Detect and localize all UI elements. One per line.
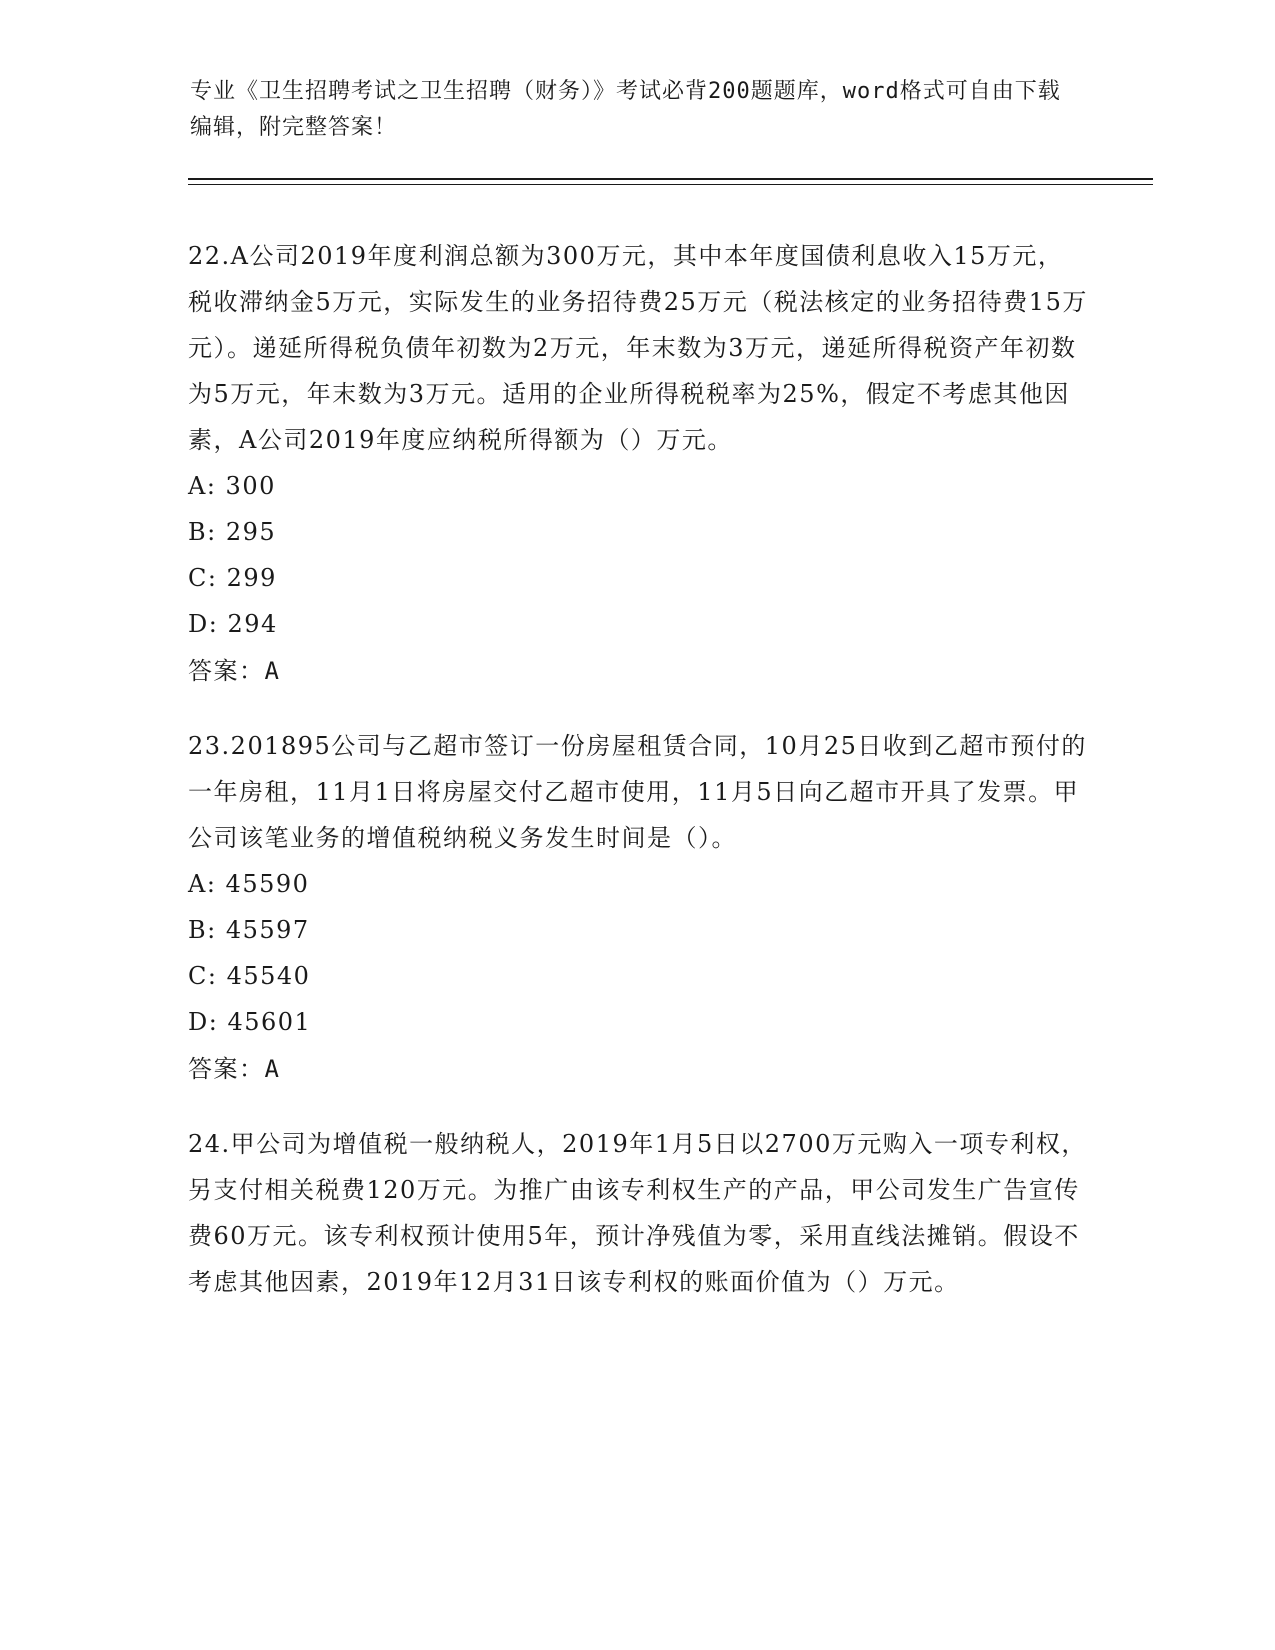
question-text: 24.甲公司为增值税一般纳税人，2019年1月5日以2700万元购入一项专利权，另支付相关税费120万元。为推广由该专利权生产的产品，甲公司发生广告宣传费60万元。该专利权预计使用5年，预计净残值为零，采用直线法摊销。假设不考虑其他因素，2019年12月31日该专利权的账面价值为（）万元。 <box>188 1130 1087 1296</box>
question-list <box>188 233 1088 1333</box>
question-text: 22.A公司2019年度利润总额为300万元，其中本年度国债利息收入15万元，税收滞纳金5万元，实际发生的业务招待费25万元（税法核定的业务招待费15万元）。递延所得税负债年初数为2万元，年末数为3万元，递延所得税资产年初数为5万元，年末数为3万元。适用的企业所得税税率为25%，假定不考虑其他因素，A公司2019年度应纳税所得额为（）万元。 <box>188 242 1088 454</box>
answer-label: 答案： <box>188 657 265 685</box>
answer-label: 答案： <box>188 1055 265 1083</box>
option-d: D: 45601 <box>188 1008 312 1036</box>
question-23 <box>188 723 1088 1093</box>
answer-line <box>188 647 1088 695</box>
answer-value: A <box>264 1055 281 1083</box>
answer-line <box>188 1045 1088 1093</box>
answer-value: A <box>264 657 281 685</box>
option-c: C: 299 <box>188 564 277 592</box>
option-b: B: 295 <box>188 518 277 546</box>
option-a: A: 300 <box>188 472 276 500</box>
option-c: C: 45540 <box>188 962 311 990</box>
header-divider-thick <box>188 178 1153 180</box>
question-22 <box>188 233 1088 695</box>
header-divider-thin <box>188 184 1153 185</box>
option-d: D: 294 <box>188 610 278 638</box>
option-b: B: 45597 <box>188 916 310 944</box>
question-text: 23.201895公司与乙超市签订一份房屋租赁合同，10月25日收到乙超市预付的一年房租，11月1日将房屋交付乙超市使用，11月5日向乙超市开具了发票。甲公司该笔业务的增值税纳税义务发生时间是（）。 <box>188 732 1087 852</box>
document-header: 专业《卫生招聘考试之卫生招聘（财务）》考试必背200题题库，word格式可自由下载编辑，附完整答案！ <box>190 79 1061 140</box>
question-24 <box>188 1121 1088 1305</box>
option-a: A: 45590 <box>188 870 310 898</box>
